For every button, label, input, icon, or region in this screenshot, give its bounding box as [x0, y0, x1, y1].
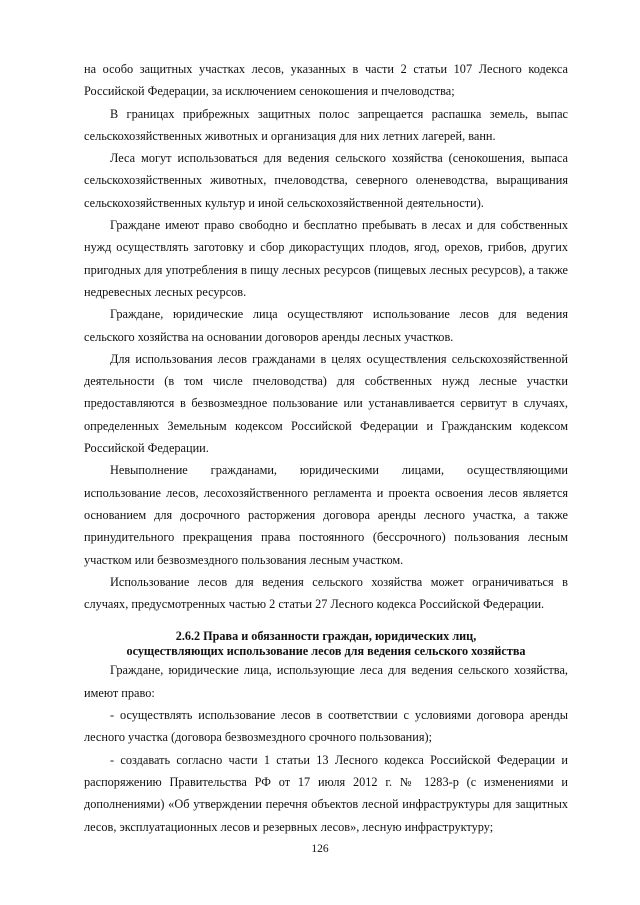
page-number: 126: [311, 843, 329, 855]
section-heading-line-1: 2.6.2 Права и обязанности граждан, юридических лиц,: [175, 629, 477, 644]
paragraph-11: - создавать согласно части 1 статьи 13 Лесного кодекса Российской Федерации и распоряжению Правительства РФ от 17 июля 2012 г. № 1283-р (с изменениями и дополнениями) «Об утверждении перечня объектов лесной инфраструктуры для защитных лесов, эксплуатационных лесов и резервных лесов», лесную инфраструктуру;: [84, 752, 568, 834]
paragraph-6: Для использования лесов гражданами в целях осуществления сельскохозяйственной деятельности (в том числе пчеловодства) для собственных нужд лесные участки предоставляются в безвозмездное пользование или устанавливается сервитут в случаях, определенных Земельным кодексом Российской Федерации и Гражданским кодексом Российской Федерации.: [84, 351, 568, 456]
paragraph-5: Граждане, юридические лица осуществляют использование лесов для ведения сельского хозяйства на основании договоров аренды лесных участков.: [84, 307, 568, 344]
paragraph-7: Невыполнение гражданами, юридическими лицами, осуществляющими использование лесов, лесохозяйственного регламента и проекта освоения лесов является основанием для досрочного расторжения договора аренды лесного участка, а также принудительного прекращения права постоянного (бессрочного) пользования лесным участком или безвозмездного пользования лесным участком.: [84, 463, 568, 567]
section-heading-line-2: осуществляющих использование лесов для ведения сельского хозяйства: [126, 644, 526, 659]
paragraph-8: Использование лесов для ведения сельского хозяйства может ограничиваться в случаях, предусмотренных частью 2 статьи 27 Лесного кодекса Российской Федерации.: [84, 574, 568, 612]
section-heading: [84, 629, 568, 659]
paragraph-3: Леса могут использоваться для ведения сельского хозяйства (сенокошения, выпаса сельскохозяйственных животных, пчеловодства, северного оленеводства, выращивания сельскохозяйственных культур и иной сельскохозяйственной деятельности).: [84, 151, 568, 210]
paragraph-2: В границах прибрежных защитных полос запрещается распашка земель, выпас сельскохозяйственных животных и организация для них летних лагерей, ванн.: [84, 106, 568, 143]
paragraph-1: на особо защитных участках лесов, указанных в части 2 статьи 107 Лесного кодекса Российской Федерации, за исключением сенокошения и пчеловодства;: [84, 62, 568, 99]
document-body: [84, 58, 568, 838]
paragraph-4: Граждане имеют право свободно и бесплатно пребывать в лесах и для собственных нужд осуществлять заготовку и сбор дикорастущих плодов, ягод, орехов, грибов, других пригодных для употребления в пищу лесных ресурсов (пищевых лесных ресурсов), а также недревесных лесных ресурсов.: [84, 218, 568, 299]
paragraph-10: - осуществлять использование лесов в соответствии с условиями договора аренды лесного участка (договора безвозмездного срочного пользования);: [84, 708, 568, 745]
paragraph-9: Граждане, юридические лица, использующие леса для ведения сельского хозяйства, имеют право:: [84, 663, 568, 700]
